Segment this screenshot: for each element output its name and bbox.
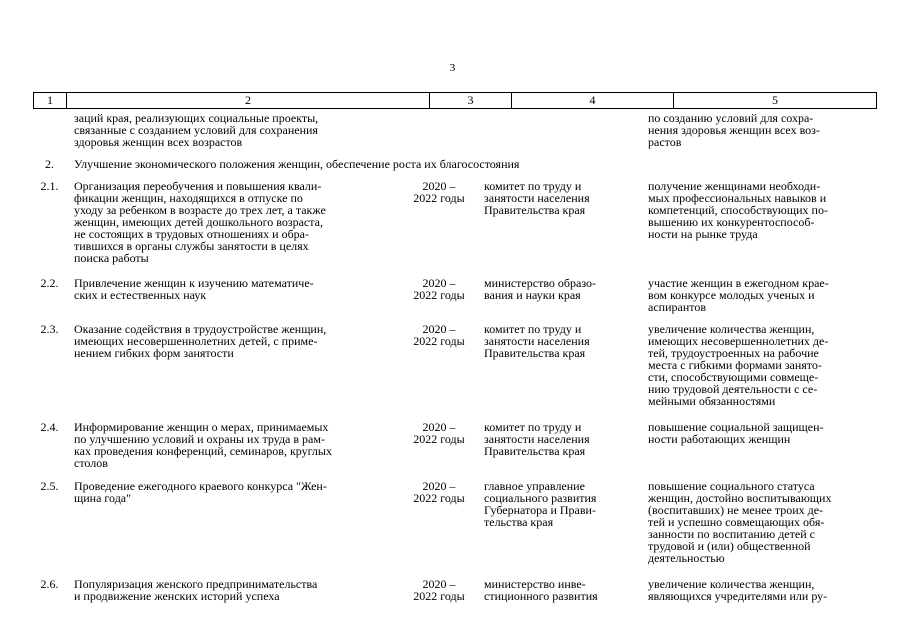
table-header: [33, 92, 877, 109]
row-period: 2020 – 2022 годы: [413, 322, 465, 348]
continuation-result: по созданию условий для сохра- нения здоровья женщин всех воз- растов: [648, 111, 820, 149]
row-number: 2.1.: [40, 179, 59, 193]
row-number: 2.4.: [40, 420, 59, 434]
section-number: 2.: [45, 157, 54, 171]
row-executor: министерство образо- вания и науки края: [484, 276, 597, 302]
row-number: 2.2.: [40, 276, 59, 290]
header-col-5: 5: [772, 93, 778, 107]
row-period: 2020 – 2022 годы: [413, 276, 465, 302]
header-col-4: 4: [512, 93, 674, 108]
row-executor: главное управление социального развития Губернатора и Прави- тельства края: [484, 479, 597, 529]
row-period: 2020 – 2022 годы: [413, 420, 465, 446]
row-activity: Организация переобучения и повышения квали- фикации женщин, находящихся в отпуске по уходу за ребенком в возрасте до трех лет, а также женщин, имеющих детей дошкольного возраста, не состоящих в трудовых отношениях и обра- тившихся в органы службы занятости в целях поиска работы: [74, 179, 326, 265]
row-period: 2020 – 2022 годы: [413, 179, 465, 205]
header-col-2: 2: [67, 93, 430, 108]
row-activity: Информирование женщин о мерах, принимаемых по улучшению условий и охраны их труда в рам- ках проведения конференций, семинаров, круглых столов: [74, 420, 332, 470]
row-executor: министерство инве- стиционного развития: [484, 577, 598, 603]
row-period: 2020 – 2022 годы: [413, 577, 465, 603]
row-executor: комитет по труду и занятости населения Правительства края: [484, 179, 590, 217]
row-number: 2.5.: [40, 479, 59, 493]
row-executor: комитет по труду и занятости населения Правительства края: [484, 322, 590, 360]
row-activity: Проведение ежегодного краевого конкурса "Жен- щина года": [74, 479, 327, 505]
row-activity: Популяризация женского предпринимательства и продвижение женских историй успеха: [74, 577, 318, 603]
row-result: увеличение количества женщин, имеющих несовершеннолетних де- тей, трудоустроенных на рабочие места с гибкими формами занято- сти, способствующими совмеще- нию трудовой деятельности с се- мейными обязанностями: [648, 322, 829, 408]
row-result: повышение социального статуса женщин, достойно воспитывающих (воспитавших) не менее троих де- тей и успешно совмещающих обя- занности по воспитанию детей с трудовой и (или) общественной деятельностью: [648, 479, 832, 565]
continuation-activity: заций края, реализующих социальные проекты, связанные с созданием условий для сохранения здоровья женщин всех возрастов: [74, 111, 319, 149]
header-col-1: 1: [34, 93, 67, 108]
row-executor: комитет по труду и занятости населения Правительства края: [484, 420, 590, 458]
section-title: Улучшение экономического положения женщин, обеспечение роста их благосостояния: [74, 157, 520, 171]
row-period: 2020 – 2022 годы: [413, 479, 465, 505]
row-result: повышение социальной защищен- ности работающих женщин: [648, 420, 824, 446]
row-activity: Оказание содействия в трудоустройстве женщин, имеющих несовершеннолетних детей, с приме- нением гибких форм занятости: [74, 322, 327, 360]
header-col-3: 3: [430, 93, 512, 108]
row-result: увеличение количества женщин, являющихся учредителями или ру-: [648, 577, 828, 603]
row-activity: Привлечение женщин к изучению математиче- ских и естественных наук: [74, 276, 314, 302]
row-number: 2.6.: [40, 577, 59, 591]
row-result: участие женщин в ежегодном крае- вом конкурсе молодых ученых и аспирантов: [648, 276, 829, 314]
row-result: получение женщинами необходи- мых профессиональных навыков и компетенций, способствующих по- вышению их конкурентоспособ- ности на рынке труда: [648, 179, 828, 241]
row-number: 2.3.: [40, 322, 59, 336]
page-number: 3: [449, 62, 456, 74]
